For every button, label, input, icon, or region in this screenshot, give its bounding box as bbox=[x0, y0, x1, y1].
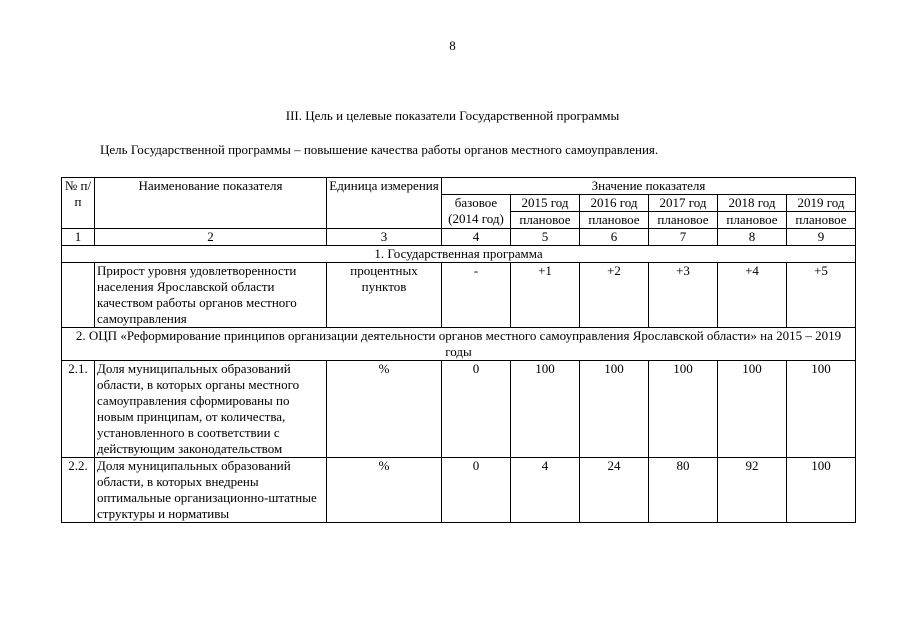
row-value-2015: 4 bbox=[511, 458, 580, 523]
column-number: 5 bbox=[511, 229, 580, 246]
table-row bbox=[62, 458, 856, 523]
row-value-2017: 80 bbox=[649, 458, 718, 523]
header-year-2019: 2019 год bbox=[787, 195, 856, 212]
section-1-title: 1. Государственная программа bbox=[62, 246, 856, 263]
table-row bbox=[62, 263, 856, 328]
header-unit: Единица измерения bbox=[327, 178, 442, 229]
column-number: 8 bbox=[718, 229, 787, 246]
row-value-2016: +2 bbox=[580, 263, 649, 328]
row-num: 2.1. bbox=[62, 361, 95, 458]
row-value-2019: 100 bbox=[787, 458, 856, 523]
row-value-2017: 100 bbox=[649, 361, 718, 458]
column-number: 2 bbox=[95, 229, 327, 246]
row-value-base: 0 bbox=[442, 458, 511, 523]
row-name: Доля муниципальных образований области, в которых органы местного самоуправления сформированы по новым принципам, от количества, установленного в соответствии с действующим законодательством bbox=[95, 361, 327, 458]
indicators-table bbox=[61, 177, 856, 523]
header-name: Наименование показателя bbox=[95, 178, 327, 229]
column-number: 1 bbox=[62, 229, 95, 246]
header-planned: плановое bbox=[649, 212, 718, 229]
row-name: Доля муниципальных образований области, в которых внедрены оптимальные организационно-штатные структуры и нормативы bbox=[95, 458, 327, 523]
row-unit: % bbox=[327, 361, 442, 458]
column-number: 7 bbox=[649, 229, 718, 246]
row-unit: процентных пунктов bbox=[327, 263, 442, 328]
header-row-1 bbox=[62, 178, 856, 195]
header-planned: плановое bbox=[511, 212, 580, 229]
header-planned: плановое bbox=[787, 212, 856, 229]
header-num: № п/п bbox=[62, 178, 95, 229]
header-year-2018: 2018 год bbox=[718, 195, 787, 212]
column-number: 4 bbox=[442, 229, 511, 246]
header-year-2017: 2017 год bbox=[649, 195, 718, 212]
header-value-group: Значение показателя bbox=[442, 178, 856, 195]
row-value-2018: 92 bbox=[718, 458, 787, 523]
header-year-2016: 2016 год bbox=[580, 195, 649, 212]
row-num: 2.2. bbox=[62, 458, 95, 523]
row-value-base: 0 bbox=[442, 361, 511, 458]
row-value-2018: 100 bbox=[718, 361, 787, 458]
section-1-row bbox=[62, 246, 856, 263]
column-number: 6 bbox=[580, 229, 649, 246]
row-value-base: - bbox=[442, 263, 511, 328]
table-row bbox=[62, 361, 856, 458]
section-2-title: 2. ОЦП «Реформирование принципов организации деятельности органов местного самоуправления Ярославской области» на 2015 – 2019 годы bbox=[62, 328, 856, 361]
page-number: 8 bbox=[449, 38, 456, 53]
row-value-2015: +1 bbox=[511, 263, 580, 328]
row-value-2019: +5 bbox=[787, 263, 856, 328]
column-number: 9 bbox=[787, 229, 856, 246]
header-planned: плановое bbox=[580, 212, 649, 229]
row-value-2016: 100 bbox=[580, 361, 649, 458]
section-title: III. Цель и целевые показатели Государственной программы bbox=[285, 108, 620, 123]
row-value-2017: +3 bbox=[649, 263, 718, 328]
goal-text: Цель Государственной программы – повышение качества работы органов местного самоуправления. bbox=[100, 142, 659, 157]
column-number: 3 bbox=[327, 229, 442, 246]
header-planned: плановое bbox=[718, 212, 787, 229]
column-number-row bbox=[62, 229, 856, 246]
header-base: базовое (2014 год) bbox=[442, 195, 511, 229]
header-year-2015: 2015 год bbox=[511, 195, 580, 212]
row-value-2018: +4 bbox=[718, 263, 787, 328]
row-value-2016: 24 bbox=[580, 458, 649, 523]
row-name: Прирост уровня удовлетворенности населения Ярославской области качеством работы органов местного самоуправления bbox=[95, 263, 327, 328]
section-2-row bbox=[62, 328, 856, 361]
row-unit: % bbox=[327, 458, 442, 523]
row-num bbox=[62, 263, 95, 328]
row-value-2019: 100 bbox=[787, 361, 856, 458]
row-value-2015: 100 bbox=[511, 361, 580, 458]
